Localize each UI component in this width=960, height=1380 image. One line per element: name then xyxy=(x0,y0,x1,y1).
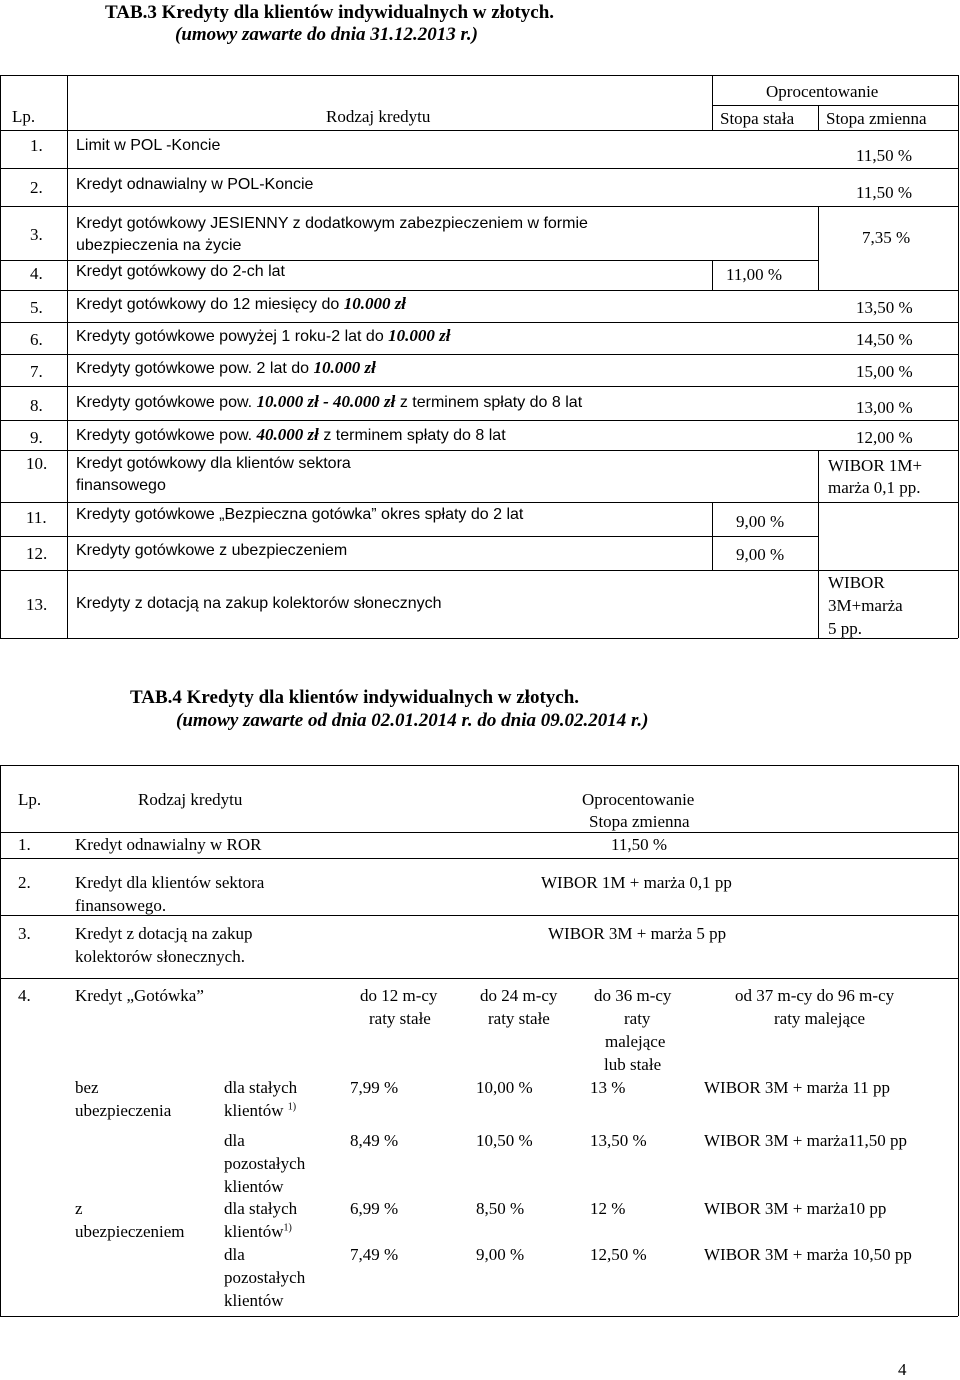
tab4-header-lp: Lp. xyxy=(18,790,42,809)
col-header: do 12 m-cy xyxy=(360,986,438,1005)
group-label: ubezpieczeniem xyxy=(75,1222,185,1241)
col-header: do 24 m-cy xyxy=(480,986,558,1005)
tab4-header-oprocentowanie: Oprocentowanie xyxy=(582,790,695,809)
tab4-title: TAB.4 Kredyty dla klientów indywidualnych w złotych. xyxy=(130,687,580,708)
col-header: od 37 m-cy do 96 m-cy xyxy=(735,986,895,1005)
tab4-header-zmienna: Stopa zmienna xyxy=(589,812,690,831)
page-number: 4 xyxy=(898,1360,907,1379)
group-label: z xyxy=(75,1199,83,1218)
tab3-header-zmienna: Stopa zmienna xyxy=(826,109,927,128)
tab3-title: TAB.3 Kredyty dla klientów indywidualnych w złotych. xyxy=(105,2,555,23)
tab4-subtitle: (umowy zawarte od dnia 02.01.2014 r. do dnia 09.02.2014 r.) xyxy=(176,710,649,731)
tab3-subtitle: (umowy zawarte do dnia 31.12.2013 r.) xyxy=(175,24,478,45)
col-header: do 36 m-cy xyxy=(594,986,672,1005)
group-label: ubezpieczenia xyxy=(75,1101,172,1120)
group-label: bez xyxy=(75,1078,99,1097)
tab3-header-rodzaj: Rodzaj kredytu xyxy=(326,107,431,126)
tab3-header-lp: Lp. xyxy=(12,107,36,126)
tab3-header-oprocentowanie: Oprocentowanie xyxy=(766,82,879,101)
tab4-header-rodzaj: Rodzaj kredytu xyxy=(138,790,243,809)
tab3-header-stala: Stopa stała xyxy=(720,109,795,128)
